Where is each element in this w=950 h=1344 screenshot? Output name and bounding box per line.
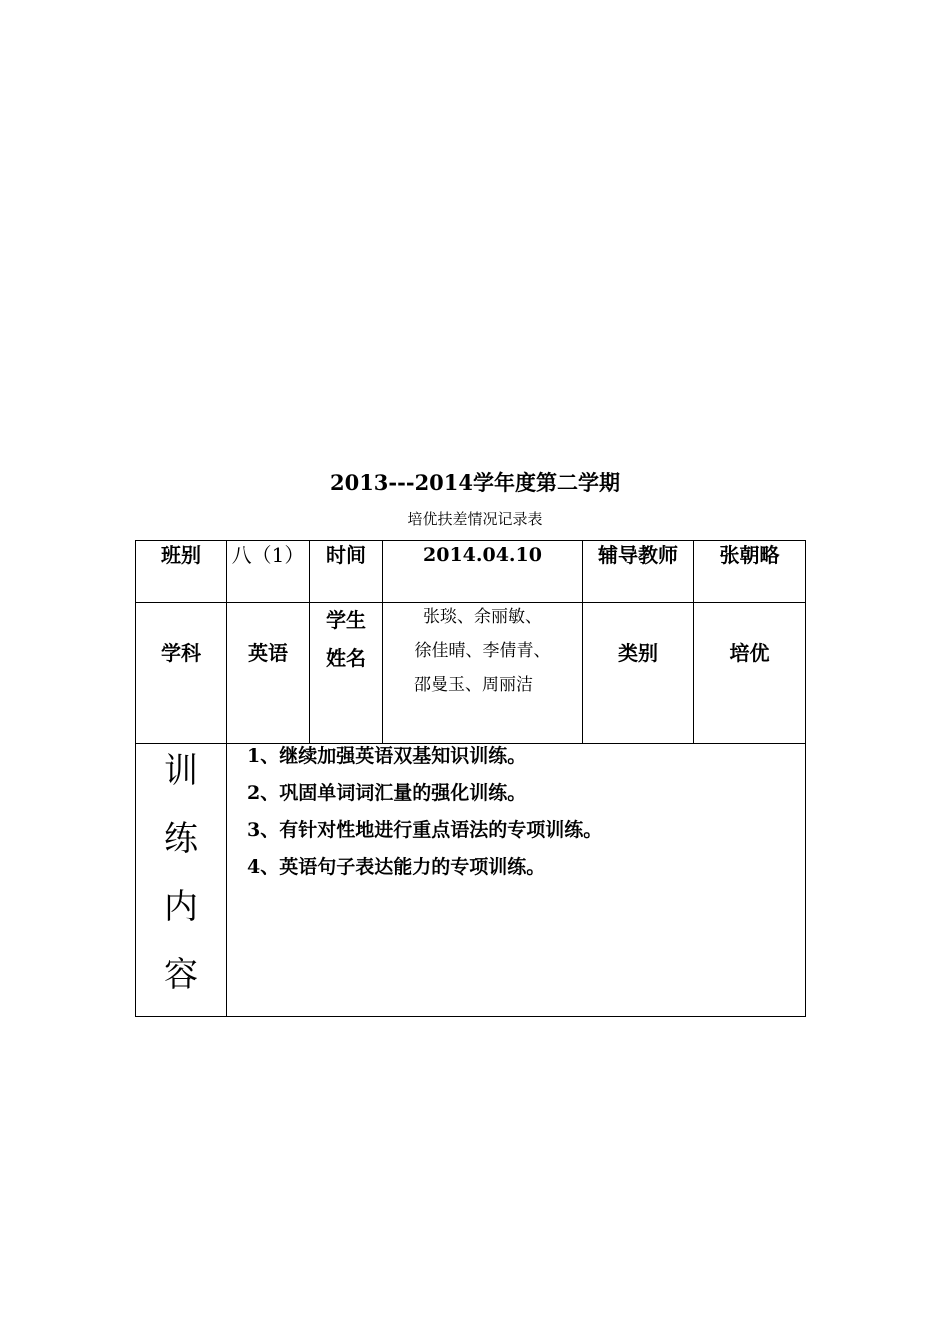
teacher-label: 辅导教师: [598, 543, 678, 567]
student-names: [383, 600, 582, 702]
student-names-line: 徐佳晴、李倩青、: [414, 641, 551, 661]
list-item: 4、英语句子表达能力的专项训练。: [247, 856, 546, 878]
list-item: 3、有针对性地进行重点语法的专项训练。: [247, 819, 603, 841]
time-label: 时间: [326, 543, 366, 567]
student-names-line: 邵曼玉、周丽洁: [414, 675, 533, 695]
training-label-char: 训: [164, 751, 198, 791]
student-names-line: 张琰、余丽敏、: [423, 607, 542, 627]
teacher-value: 张朝略: [719, 543, 780, 567]
col-divider-1: [226, 541, 227, 1016]
record-table: [135, 540, 806, 1017]
document-subtitle: 培优扶差情况记录表: [407, 510, 543, 528]
training-label-char: 容: [164, 955, 198, 995]
student-label-line2: 姓名: [326, 646, 366, 670]
student-label: [310, 601, 382, 677]
training-label-char: 内: [164, 887, 198, 927]
class-value: 八（1）: [231, 543, 305, 567]
class-label: 班别: [161, 543, 201, 567]
time-value: 2014.04.10: [423, 544, 542, 566]
document-title: 2013---2014学年度第二学期: [329, 470, 621, 495]
training-content-label: [136, 737, 226, 1009]
training-content-list: [247, 741, 602, 889]
subject-label: 学科: [161, 641, 201, 665]
student-label-line1: 学生: [326, 608, 366, 632]
list-item: 2、巩固单词词汇量的强化训练。: [247, 782, 527, 804]
training-label-char: 练: [164, 819, 198, 859]
subject-value: 英语: [248, 641, 288, 665]
category-label: 类别: [618, 641, 658, 665]
category-value: 培优: [729, 641, 770, 665]
list-item: 1、继续加强英语双基知识训练。: [247, 745, 527, 767]
